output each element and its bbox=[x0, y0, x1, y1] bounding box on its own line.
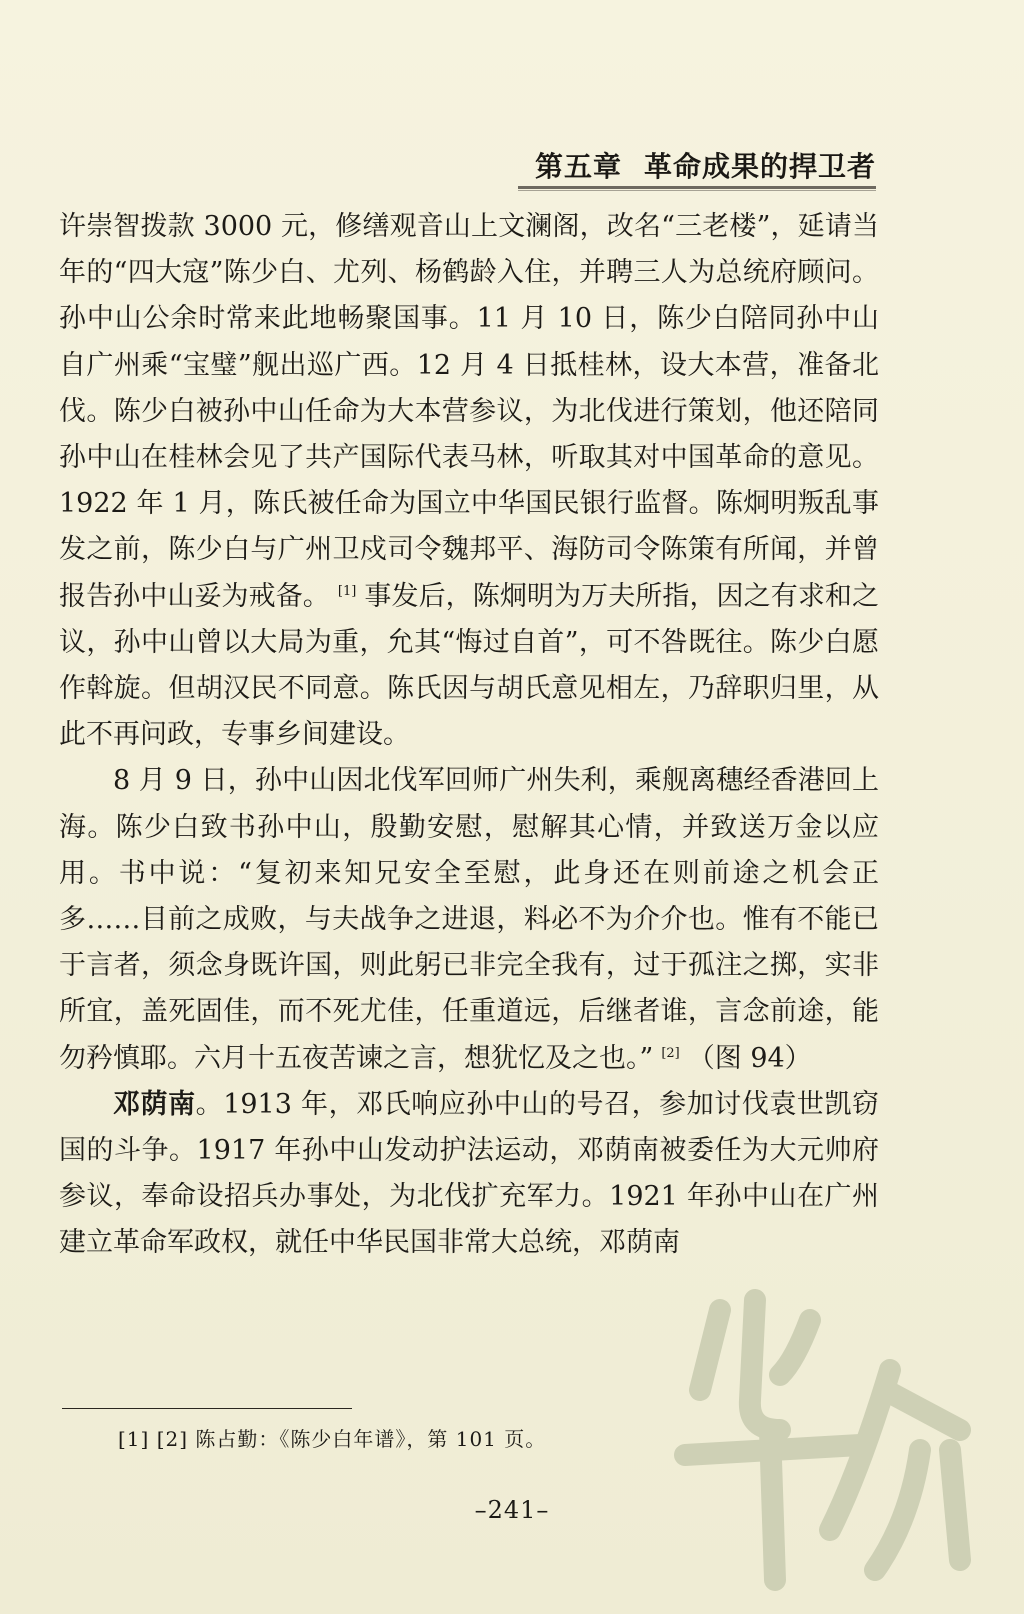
paragraph-3-lead: 邓荫南 bbox=[113, 1088, 196, 1120]
paragraph-1-tail: 事发后，陈炯明为万夫所指，因之有求和之议，孙中山曾以大局为重，允其“悔过自首”，可不咎既往。陈少白愿作斡旋。但胡汉民不同意。陈氏因与胡氏意见相左，乃辞职归里，从此不再问政，专事乡间建设。 bbox=[59, 580, 880, 751]
paragraph-1-text: 许崇智拨款 3000 元，修缮观音山上文澜阁，改名“三老楼”，延请当年的“四大寇”陈少白、尤列、杨鹤龄入住，并聘三人为总统府顾问。孙中山公余时常来此地畅聚国事。11 月 10 日，陈少白陪同孙中山自广州乘“宝璧”舰出巡广西。12 月 4 日抵桂林，设大本营，准备北伐。陈少白被孙中山任命为大本营参议，为北伐进行策划，他还陪同孙中山在桂林会见了共产国际代表马林，听取其对中国革命的意见。1922 年 1 月，陈氏被任命为国立中华国民银行监督。陈炯明叛乱事发之前，陈少白与广州卫戍司令魏邦平、海防司令陈策有所闻，并曾报告孙中山妥为戒备。 bbox=[59, 211, 879, 612]
paragraph-1 bbox=[59, 204, 879, 758]
header-rule bbox=[518, 186, 876, 189]
paragraph-2 bbox=[59, 758, 879, 1081]
header-rule-thin bbox=[518, 190, 876, 191]
paragraph-3 bbox=[59, 1082, 879, 1267]
footnote-rule bbox=[62, 1408, 352, 1409]
footnote: [1] [2] 陈占勤：《陈少白年谱》，第 101 页。 bbox=[118, 1427, 547, 1451]
footnote-ref-2: [2] bbox=[661, 1045, 680, 1061]
paragraph-3-text: 。1913 年，邓氏响应孙中山的号召，参加讨伐袁世凯窃国的斗争。1917 年孙中山发动护法运动，邓荫南被委任为大元帅府参议，奉命设招兵办事处，为北伐扩充军力。1921 年孙中山在广州建立革命军政权，就任中华民国非常大总统，邓荫南 bbox=[59, 1088, 880, 1259]
body-text bbox=[59, 204, 879, 1267]
chapter-number: 第五章 bbox=[534, 150, 622, 183]
running-header bbox=[518, 145, 876, 191]
paragraph-2-tail: （图 94） bbox=[687, 1042, 812, 1074]
page-number: –241– bbox=[474, 1496, 550, 1524]
paragraph-2-text: 8 月 9 日，孙中山因北伐军回师广州失利，乘舰离穗经香港回上海。陈少白致书孙中山，殷勤安慰，慰解其心情，并致送万金以应用。书中说：“复初来知兄安全至慰，此身还在则前途之机会正多……目前之成败，与夫战争之进退，料必不为介介也。惟有不能已于言者，须念身既许国，则此躬已非完全我有，过于孤注之掷，实非所宜，盖死固佳，而不死尤佳，任重道远，后继者谁，言念前途，能勿矜慎耶。六月十五夜苦谏之言，想犹忆及之也。” bbox=[59, 765, 879, 1074]
footnote-ref-1: [1] bbox=[337, 583, 357, 599]
chapter-title: 革命成果的捍卫者 bbox=[643, 150, 876, 183]
